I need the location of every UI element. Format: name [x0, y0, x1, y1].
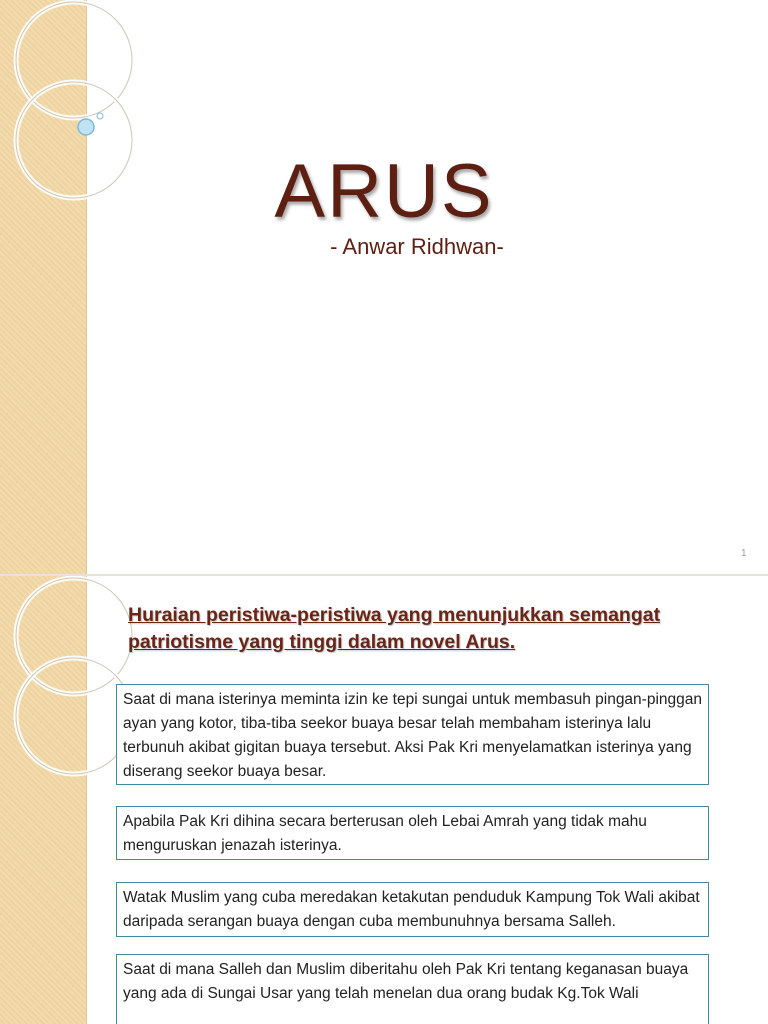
event-box: Watak Muslim yang cuba meredakan ketakutan penduduk Kampung Tok Wali akibat daripada serangan buaya dengan cuba membunuhnya bersama Salleh.: [116, 882, 709, 937]
slide-heading: Huraian peristiwa-peristiwa yang menunjukkan semangat patriotisme yang tinggi dalam novel Arus.: [128, 604, 661, 653]
ring-decoration: [16, 658, 132, 774]
bubble-decoration-small: [97, 113, 103, 119]
slide-title: ARUS: [274, 149, 494, 234]
event-box: Saat di mana isterinya meminta izin ke tepi sungai untuk membasuh pingan-pinggan ayan yang kotor, tiba-tiba seekor buaya besar telah membaham isterinya lalu terbunuh akibat gigitan buaya tersebut. Aksi Pak Kri menyelamatkan isterinya yang diserang seekor buaya besar.: [116, 684, 709, 785]
bubble-decoration: [78, 119, 94, 135]
slide-subtitle: - Anwar Ridhwan-: [330, 234, 504, 259]
decorative-rings: [0, 0, 200, 576]
event-box: Saat di mana Salleh dan Muslim diberitahu oleh Pak Kri tentang keganasan buaya yang ada di Sungai Usar yang telah menelan dua orang budak Kg.Tok Wali: [116, 954, 709, 1024]
event-box: Apabila Pak Kri dihina secara berterusan oleh Lebai Amrah yang tidak mahu menguruskan jenazah isterinya.: [116, 806, 709, 860]
slide-number: 1: [741, 548, 747, 559]
content-slide: [0, 576, 768, 1024]
